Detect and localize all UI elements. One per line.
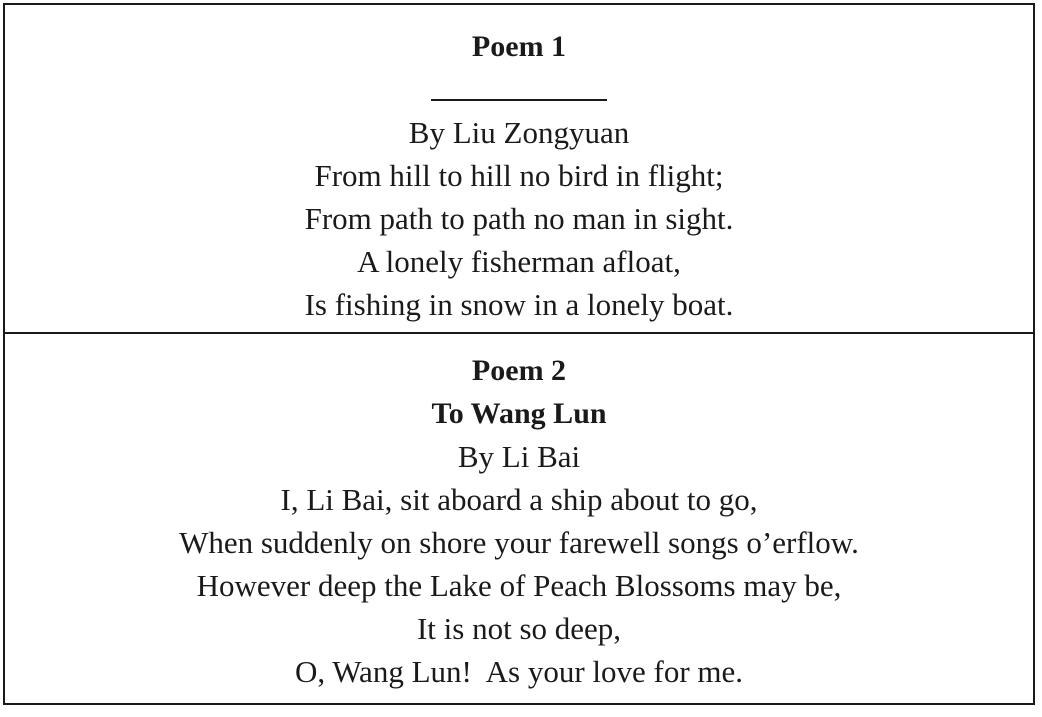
poem-2-section <box>5 335 1033 717</box>
poem-2-line-2: When suddenly on shore your farewell songs o’erflow. <box>179 525 859 560</box>
poem-1-line-4: Is fishing in snow in a lonely boat. <box>304 287 734 322</box>
poem-2-line-1: I, Li Bai, sit aboard a ship about to go, <box>280 482 758 517</box>
title-blank-line <box>431 99 607 101</box>
poem-2-line-5: O, Wang Lun! As your love for me. <box>294 654 744 689</box>
poem-table <box>3 3 1035 705</box>
poem-2-line-4: It is not so deep, <box>416 611 622 646</box>
poem-2-heading: Poem 2 <box>471 354 567 387</box>
poem-1-line-3: A lonely fisherman afloat, <box>357 244 681 279</box>
poem-1-author: By Liu Zongyuan <box>408 115 630 150</box>
section-divider <box>5 332 1033 334</box>
poem-2-author: By Li Bai <box>457 439 581 474</box>
poem-2-line-3: However deep the Lake of Peach Blossoms may be, <box>196 568 842 603</box>
poem-1-section <box>5 5 1033 353</box>
poem-1-line-2: From path to path no man in sight. <box>304 201 734 236</box>
poem-1-line-1: From hill to hill no bird in flight; <box>314 158 724 193</box>
poem-1-title-blank <box>5 68 1033 111</box>
poem-1-heading: Poem 1 <box>471 30 567 63</box>
poem-2-title: To Wang Lun <box>431 397 607 430</box>
